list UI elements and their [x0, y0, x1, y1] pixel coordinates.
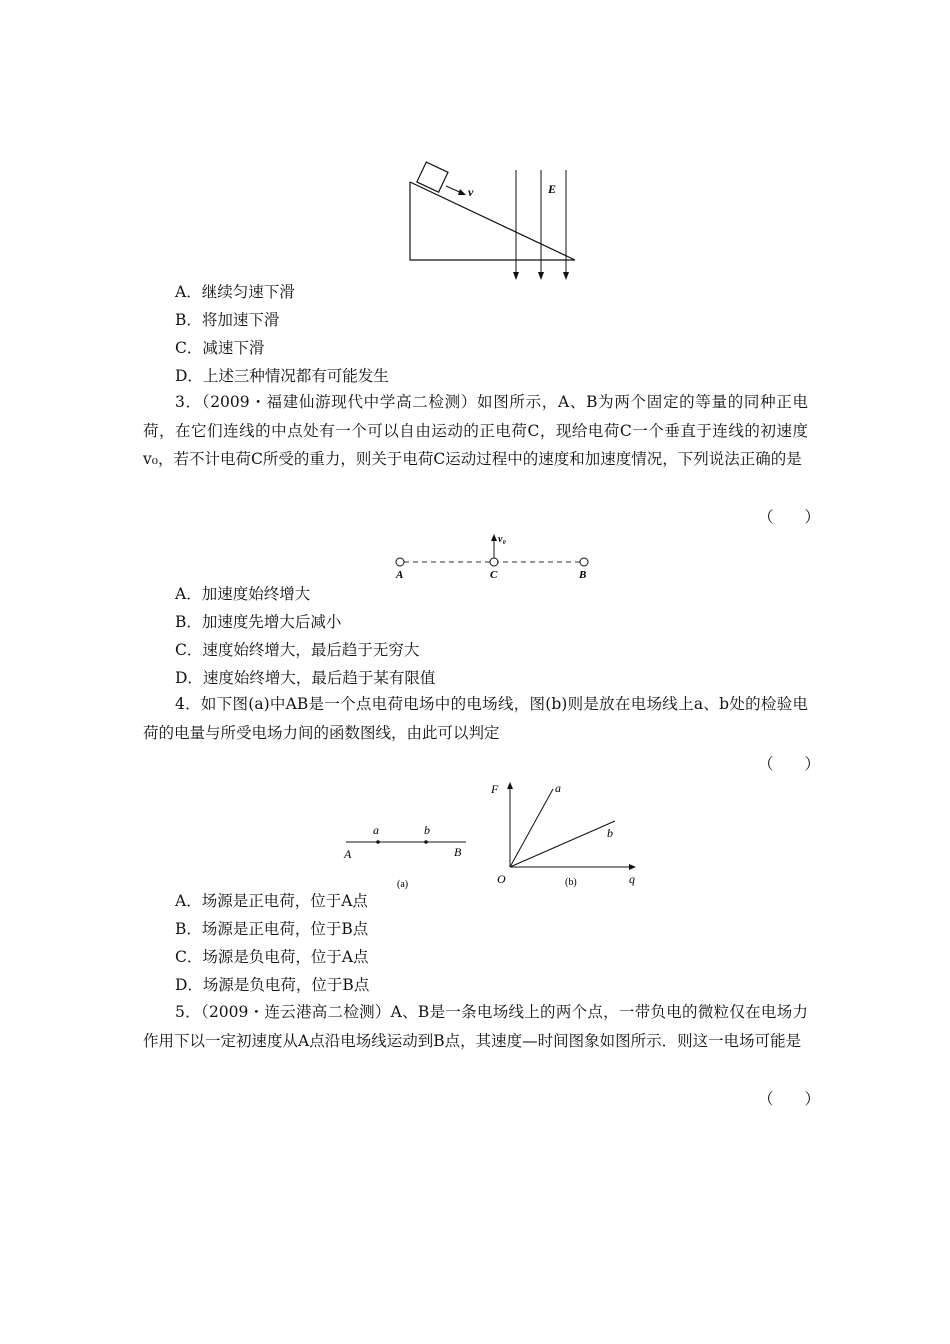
figure-b-caption: (b)	[565, 877, 577, 888]
q2-option-c: C．减速下滑	[175, 339, 265, 357]
q3-option-c: C．速度始终增大，最后趋于无穷大	[175, 641, 420, 659]
q4-option-c: C．场源是负电荷，位于A点	[175, 948, 369, 966]
point-a-label: a	[373, 823, 379, 837]
q4-answer-paren: （ ）	[758, 755, 821, 773]
point-c-label: C	[490, 569, 498, 581]
line-a-label: a	[555, 781, 561, 795]
q3-option-a: A．加速度始终增大	[175, 585, 311, 603]
q2-option-a: A．继续匀速下滑	[175, 283, 295, 301]
q4-option-d: D．场源是负电荷，位于B点	[175, 976, 370, 994]
q4-stem: 4．如下图(a)中AB是一个点电荷电场中的电场线，图(b)则是放在电场线上a、b处的检验电荷的电量与所受电场力间的函数图线，由此可以判定	[143, 695, 808, 742]
point-b-label: B	[579, 569, 587, 581]
axis-f-label: F	[491, 782, 499, 796]
field-line-figure-a	[340, 820, 470, 892]
point-b-label: b	[424, 823, 430, 837]
end-a-label: A	[344, 847, 352, 861]
origin-label: O	[497, 872, 506, 886]
q3-stem: 3．（2009・福建仙游现代中学高二检测）如图所示，A、B为两个固定的等量的同种正电荷，在它们连线的中点处有一个可以自由运动的正电荷C，现给电荷C一个垂直于连线的初速度v₀，若不计电荷C所受的重力，则关于电荷C运动过程中的速度和加速度情况，下列说法正确的是	[143, 393, 808, 468]
q2-option-b: B．将加速下滑	[175, 311, 280, 329]
q2-option-d: D．上述三种情况都有可能发生	[175, 367, 389, 385]
v0-label: v₀	[498, 534, 506, 545]
force-charge-graph-b	[485, 775, 645, 893]
charges-figure	[390, 530, 595, 582]
q5-answer-paren: （ ）	[758, 1090, 821, 1108]
end-b-label: B	[454, 845, 462, 859]
q3-answer-paren: （ ）	[758, 508, 821, 526]
field-label: E	[548, 182, 557, 196]
incline-field-figure	[400, 160, 585, 280]
figure-a-caption: (a)	[397, 879, 409, 890]
q5-stem: 5．（2009・连云港高二检测）A、B是一条电场线上的两个点，一带负电的微粒仅在电场力作用下以一定初速度从A点沿电场线运动到B点，其速度—时间图象如图所示．则这一电场可能是	[143, 1003, 808, 1050]
point-a-label: A	[396, 569, 404, 581]
line-b-label: b	[607, 826, 613, 840]
q3-option-b: B．加速度先增大后减小	[175, 613, 342, 631]
axis-q-label: q	[629, 872, 635, 886]
q4-option-b: B．场源是正电荷，位于B点	[175, 920, 369, 938]
q4-option-a: A．场源是正电荷，位于A点	[175, 892, 368, 910]
q3-option-d: D．速度始终增大，最后趋于某有限值	[175, 669, 436, 687]
velocity-label: v	[468, 185, 474, 199]
